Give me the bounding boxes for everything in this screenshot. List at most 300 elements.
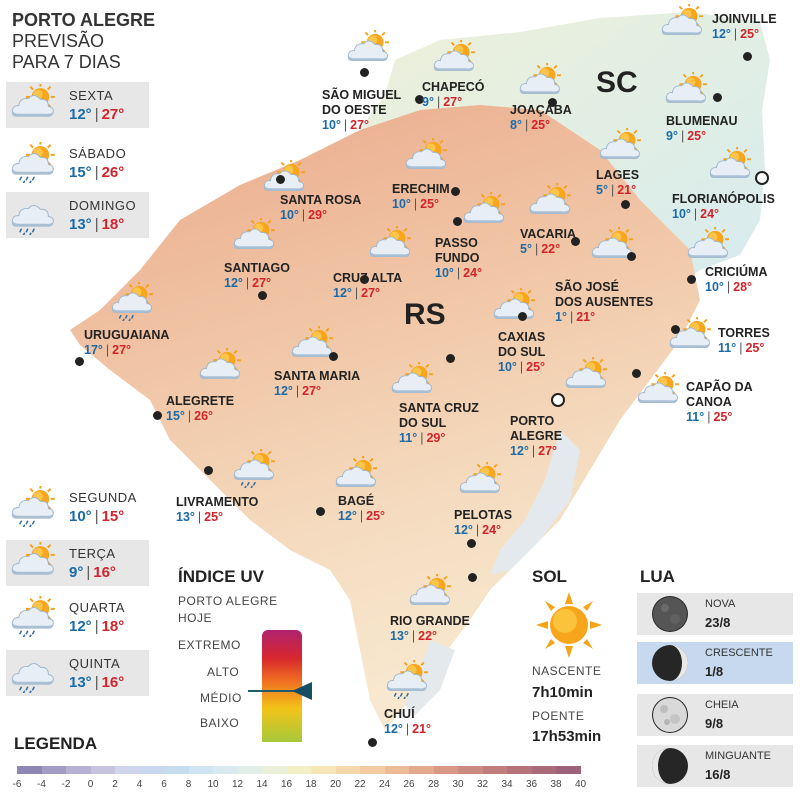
- city-name: CRUZ ALTA: [333, 271, 403, 285]
- moon-waning-icon: [649, 745, 691, 792]
- city-name-line2: DO SUL: [498, 345, 546, 359]
- moon-phase-name: CHEIA: [705, 699, 739, 711]
- partly-cloudy-icon: [564, 357, 610, 401]
- legend-tick-label: 10: [207, 779, 219, 790]
- forecast-day-1: [6, 140, 149, 186]
- temp-min: 1°: [555, 310, 567, 324]
- rain-cloud-icon: [10, 652, 58, 698]
- partly-cloudy-icon: [708, 147, 754, 191]
- city-name: CAXIAS: [498, 330, 546, 344]
- legend-swatch: [238, 766, 263, 774]
- sun-title: SOL: [532, 567, 567, 586]
- temp-max: 18°: [101, 618, 125, 635]
- moon-phase-1: [637, 642, 793, 684]
- city-label: [510, 414, 562, 459]
- temp-min: 17°: [84, 343, 103, 357]
- city-label: [322, 88, 401, 133]
- forecast-day-temps: [69, 106, 124, 123]
- temp-min: 12°: [510, 444, 529, 458]
- city-name: TORRES: [718, 326, 770, 340]
- temp-max: 27°: [350, 118, 370, 132]
- temp-max: 29°: [426, 431, 446, 445]
- city-label: [384, 707, 431, 737]
- city-name-line2: DO SUL: [399, 416, 447, 430]
- city-marker: [75, 357, 84, 366]
- city-name: SÃO JOSÉ: [555, 280, 619, 294]
- city-name: BAGÉ: [338, 494, 375, 508]
- header-subtitle: PREVISÃO: [12, 31, 105, 51]
- temp-min: 12°: [69, 618, 92, 635]
- temp-max: 25°: [531, 118, 551, 132]
- temp-min: 13°: [69, 674, 92, 691]
- temp-max: 27°: [361, 286, 381, 300]
- forecast-day-temps: [69, 564, 116, 581]
- forecast-day-6: [6, 650, 149, 696]
- temp-max: 16°: [101, 674, 125, 691]
- legend-tick-label: 38: [550, 779, 562, 790]
- city-name: CHAPECÓ: [422, 80, 485, 94]
- city-name: FLORIANÓPOLIS: [672, 192, 775, 206]
- city-temps: [510, 118, 550, 132]
- partly-cloudy-icon: [518, 63, 564, 107]
- city-temps: [333, 286, 380, 300]
- temp-min: 10°: [672, 207, 691, 221]
- city-temps: [718, 341, 764, 355]
- moon-phase-3: [637, 745, 793, 787]
- forecast-day-name: SEGUNDA: [69, 490, 137, 505]
- temp-separator: |: [295, 384, 300, 398]
- temp-min: 12°: [333, 286, 352, 300]
- temp-min: 11°: [718, 341, 737, 355]
- temp-min: 13°: [176, 510, 195, 524]
- legend-tick-label: 2: [112, 779, 118, 790]
- legend-swatch: [164, 766, 189, 774]
- temp-max: 24°: [482, 523, 502, 537]
- moon-phase-date: 23/8: [705, 615, 731, 630]
- legend-swatch: [556, 766, 581, 774]
- temp-separator: |: [94, 674, 99, 691]
- forecast-day-temps: [69, 618, 124, 635]
- city-label: [392, 182, 450, 212]
- city-name: ERECHIM: [392, 182, 450, 196]
- temp-min: 13°: [390, 629, 409, 643]
- city-name: PELOTAS: [454, 508, 513, 522]
- temp-min: 15°: [69, 164, 92, 181]
- temp-min: 9°: [666, 129, 678, 143]
- legend-swatch: [409, 766, 434, 774]
- temp-separator: |: [680, 129, 685, 143]
- forecast-day-name: DOMINGO: [69, 198, 137, 213]
- legend-swatch: [483, 766, 508, 774]
- temp-separator: |: [531, 444, 536, 458]
- forecast-day-temps: [69, 508, 124, 525]
- partly-cloudy-icon: [232, 218, 278, 262]
- rain-cloud-icon: [10, 194, 58, 240]
- city-marker: [467, 539, 476, 548]
- temp-min: 12°: [69, 106, 92, 123]
- city-temps: [224, 276, 271, 290]
- city-name: URUGUAIANA: [84, 328, 170, 342]
- partly-cloudy-icon: [290, 326, 336, 370]
- temp-max: 28°: [733, 280, 753, 294]
- city-marker: [632, 369, 641, 378]
- temp-separator: |: [197, 510, 202, 524]
- legend-swatch: [91, 766, 116, 774]
- header-subtitle-2: PARA 7 DIAS: [12, 52, 121, 72]
- city-label: [338, 494, 385, 524]
- city-name: SÃO MIGUEL: [322, 88, 402, 102]
- city-name: JOINVILLE: [712, 12, 777, 26]
- partly-cloudy-icon: [408, 574, 454, 618]
- city-marker: [755, 171, 769, 185]
- uv-level-extremo: EXTREMO: [178, 638, 241, 652]
- temp-min: 10°: [280, 208, 299, 222]
- partly-cloudy-icon: [668, 317, 714, 361]
- forecast-day-temps: [69, 216, 124, 233]
- city-label: [224, 261, 290, 291]
- legend-tick-label: -2: [61, 779, 71, 790]
- legend-tick-label: 16: [280, 779, 293, 790]
- temp-min: 10°: [435, 266, 454, 280]
- temp-separator: |: [726, 280, 731, 294]
- temp-max: 26°: [194, 409, 214, 423]
- legend-swatch: [213, 766, 238, 774]
- temp-separator: |: [94, 106, 99, 123]
- city-label: [520, 227, 576, 257]
- uv-title: ÍNDICE UV: [178, 567, 264, 586]
- temp-max: 24°: [700, 207, 720, 221]
- temp-max: 18°: [101, 216, 125, 233]
- city-temps: [672, 207, 719, 221]
- city-temps: [712, 27, 759, 41]
- city-marker: [687, 275, 696, 284]
- legend-swatch: [385, 766, 410, 774]
- city-marker: [743, 52, 752, 61]
- city-label: [84, 328, 169, 358]
- city-name: SANTA CRUZ: [399, 401, 479, 415]
- temp-separator: |: [707, 410, 711, 424]
- city-marker: [446, 354, 455, 363]
- temp-min: 10°: [705, 280, 724, 294]
- uv-pointer-icon: [292, 682, 314, 700]
- city-label: [435, 236, 482, 281]
- city-label: [166, 394, 234, 424]
- sun-icon: [534, 590, 604, 660]
- moon-phase-date: 9/8: [705, 716, 724, 731]
- temp-max: 25°: [420, 197, 440, 211]
- state-label-sc: SC: [596, 66, 638, 99]
- city-name-line2: FUNDO: [435, 251, 480, 265]
- rs-region: [70, 105, 700, 730]
- city-marker: [627, 252, 636, 261]
- temp-min: 10°: [322, 118, 341, 132]
- temp-separator: |: [359, 509, 364, 523]
- sunrise-label: NASCENTE: [532, 664, 602, 678]
- sunrise-time: 7h10min: [532, 684, 593, 701]
- temp-min: 12°: [274, 384, 293, 398]
- city-marker: [453, 217, 462, 226]
- city-temps: [686, 410, 732, 424]
- legend-tick-label: 40: [574, 779, 587, 790]
- city-label: [454, 508, 512, 538]
- legend-swatch: [140, 766, 165, 774]
- temp-separator: |: [343, 118, 348, 132]
- legend-tick-label: 20: [329, 779, 342, 790]
- city-temps: [520, 242, 560, 256]
- temp-separator: |: [456, 266, 461, 280]
- forecast-day-3: [6, 484, 149, 530]
- forecast-day-0: [6, 82, 149, 128]
- sun-cloud-rain-icon: [10, 142, 58, 188]
- city-temps: [280, 208, 327, 222]
- temp-min: 12°: [338, 509, 357, 523]
- temp-max: 25°: [526, 360, 546, 374]
- partly-cloudy-icon: [664, 72, 710, 116]
- city-temps: [705, 280, 752, 294]
- uv-pointer-line: [248, 690, 298, 692]
- city-name: JOAÇABA: [510, 103, 572, 117]
- city-label: [596, 168, 639, 198]
- city-temps: [166, 409, 213, 423]
- temp-max: 21°: [576, 310, 596, 324]
- city-temps: [84, 343, 131, 357]
- city-marker: [713, 93, 722, 102]
- temp-max: 27°: [302, 384, 322, 398]
- sunset-label: POENTE: [532, 709, 585, 723]
- city-marker: [329, 352, 338, 361]
- partly-cloudy-icon: [432, 40, 478, 84]
- city-temps: [422, 95, 462, 109]
- moon-new-icon: [649, 593, 691, 640]
- header-title: PORTO ALEGRE: [12, 10, 156, 30]
- legend-swatch: [189, 766, 214, 774]
- temp-separator: |: [739, 341, 743, 355]
- city-marker: [518, 312, 527, 321]
- temp-separator: |: [105, 343, 110, 357]
- sun-cloud-rain-icon: [10, 486, 58, 532]
- moon-full-icon: [649, 694, 691, 741]
- uv-level-baixo: BAIXO: [200, 716, 240, 730]
- moon-phase-name: NOVA: [705, 598, 736, 610]
- legend-tick-label: 30: [452, 779, 464, 790]
- temp-separator: |: [301, 208, 306, 222]
- legend-swatch: [66, 766, 91, 774]
- city-name: SANTA ROSA: [280, 193, 362, 207]
- temp-min: 12°: [224, 276, 243, 290]
- city-name: LIVRAMENTO: [176, 495, 259, 509]
- temp-max: 15°: [101, 508, 125, 525]
- temp-separator: |: [94, 508, 99, 525]
- header: [12, 10, 155, 73]
- temp-separator: |: [733, 27, 738, 41]
- temp-separator: |: [475, 523, 480, 537]
- city-marker: [153, 411, 162, 420]
- city-temps: [666, 129, 706, 143]
- legend-tick-label: -6: [12, 779, 22, 790]
- temp-max: 21°: [617, 183, 637, 197]
- state-label-rs: RS: [404, 298, 446, 331]
- partly-cloudy-icon: [10, 542, 58, 588]
- temp-separator: |: [420, 431, 424, 445]
- city-label: [510, 103, 572, 133]
- temp-max: 22°: [418, 629, 438, 643]
- city-name: PASSO: [435, 236, 478, 250]
- moon-phase-2: [637, 694, 793, 736]
- city-marker: [671, 325, 680, 334]
- city-name: VACARIA: [520, 227, 577, 241]
- temp-separator: |: [354, 286, 359, 300]
- city-temps: [596, 183, 636, 197]
- city-label: [666, 114, 738, 144]
- temp-max: 26°: [101, 164, 125, 181]
- temp-min: 5°: [520, 242, 532, 256]
- legend-tick-label: 18: [305, 779, 317, 790]
- temp-separator: |: [405, 722, 410, 736]
- city-temps: [392, 197, 439, 211]
- city-temps: [390, 629, 437, 643]
- temp-min: 13°: [69, 216, 92, 233]
- uv-level-medio: MÉDIO: [200, 691, 242, 705]
- city-temps: [498, 360, 545, 374]
- partly-cloudy-icon: [492, 288, 538, 332]
- temp-max: 16°: [93, 564, 116, 581]
- sunset-time: 17h53min: [532, 728, 602, 745]
- temp-separator: |: [86, 564, 91, 581]
- moon-phase-0: [637, 593, 793, 635]
- legend-tick-label: 6: [161, 779, 167, 790]
- forecast-day-temps: [69, 674, 124, 691]
- city-label: [422, 80, 485, 110]
- temp-min: 12°: [712, 27, 731, 41]
- temp-max: 22°: [541, 242, 561, 256]
- forecast-day-4: [6, 540, 149, 586]
- partly-cloudy-icon: [404, 138, 450, 182]
- city-label: [176, 495, 258, 525]
- city-marker: [368, 738, 377, 747]
- temp-max: 25°: [204, 510, 224, 524]
- temp-max: 27°: [443, 95, 463, 109]
- temp-max: 27°: [538, 444, 558, 458]
- temp-max: 27°: [112, 343, 132, 357]
- temp-min: 12°: [384, 722, 403, 736]
- city-marker: [316, 507, 325, 516]
- temp-max: 25°: [745, 341, 765, 355]
- legend-tick-label: 14: [256, 779, 268, 790]
- temp-max: 25°: [366, 509, 386, 523]
- partly-cloudy-icon: [346, 30, 392, 74]
- legend-swatch: [507, 766, 532, 774]
- temp-min: 15°: [166, 409, 185, 423]
- temp-max: 29°: [308, 208, 328, 222]
- forecast-day-name: TERÇA: [69, 546, 116, 561]
- legend-swatch: [434, 766, 459, 774]
- city-temps: [338, 509, 385, 523]
- partly-cloudy-icon: [458, 462, 504, 506]
- legend-swatch: [311, 766, 336, 774]
- temp-max: 24°: [463, 266, 483, 280]
- legend-swatch: [17, 766, 42, 774]
- forecast-day-5: [6, 594, 149, 640]
- partly-cloudy-icon: [528, 183, 574, 227]
- temp-min: 5°: [596, 183, 608, 197]
- city-temps: [555, 310, 595, 324]
- temp-separator: |: [436, 95, 441, 109]
- city-temps: [274, 384, 321, 398]
- legend-swatch: [336, 766, 361, 774]
- legend-title: LEGENDA: [14, 734, 98, 753]
- sun-cloud-rain-icon: [385, 660, 431, 704]
- city-name-line2: ALEGRE: [510, 429, 563, 443]
- legend-swatch: [458, 766, 483, 774]
- city-name-line2: DOS AUSENTES: [555, 295, 654, 309]
- temp-min: 9°: [422, 95, 434, 109]
- forecast-day-2: [6, 192, 149, 238]
- partly-cloudy-icon: [368, 226, 414, 270]
- city-name: SANTIAGO: [224, 261, 290, 275]
- sun-cloud-rain-icon: [232, 449, 278, 493]
- sun-cloud-rain-icon: [10, 596, 58, 642]
- forecast-day-name: SEXTA: [69, 88, 114, 103]
- city-label: [672, 192, 775, 222]
- temp-separator: |: [187, 409, 192, 423]
- temp-min: 11°: [399, 431, 418, 445]
- temp-separator: |: [94, 618, 99, 635]
- uv-level-alto: ALTO: [207, 665, 240, 679]
- temp-min: 12°: [454, 523, 473, 537]
- temp-min: 8°: [510, 118, 522, 132]
- legend-tick-label: 24: [378, 779, 391, 790]
- temp-min: 10°: [392, 197, 411, 211]
- partly-cloudy-icon: [636, 372, 682, 416]
- temp-separator: |: [693, 207, 698, 221]
- city-name: PORTO: [510, 414, 555, 428]
- city-name-line2: CANOA: [686, 395, 732, 409]
- city-marker: [360, 68, 369, 77]
- partly-cloudy-icon: [198, 348, 244, 392]
- city-label: [705, 265, 768, 295]
- city-label: [333, 271, 402, 301]
- temp-min: 11°: [686, 410, 705, 424]
- legend-swatch: [115, 766, 140, 774]
- city-marker: [258, 291, 267, 300]
- city-name: RIO GRANDE: [390, 614, 470, 628]
- moon-phase-name: CRESCENTE: [705, 647, 773, 659]
- temp-max: 27°: [101, 106, 125, 123]
- legend-tick-label: 32: [476, 779, 489, 790]
- city-temps: [176, 510, 223, 524]
- city-marker: [551, 393, 565, 407]
- temp-max: 21°: [412, 722, 432, 736]
- legend-swatch: [262, 766, 287, 774]
- legend-swatch: [287, 766, 312, 774]
- city-name: ALEGRETE: [166, 394, 235, 408]
- temp-max: 25°: [740, 27, 760, 41]
- temp-max: 27°: [252, 276, 272, 290]
- city-label: [555, 280, 653, 325]
- partly-cloudy-icon: [660, 4, 706, 48]
- forecast-day-temps: [69, 164, 124, 181]
- city-marker: [451, 187, 460, 196]
- temp-separator: |: [524, 118, 529, 132]
- moon-crescent-icon: [649, 642, 691, 689]
- city-label: [399, 401, 479, 446]
- forecast-day-name: SÁBADO: [69, 146, 127, 161]
- city-label: [280, 193, 361, 223]
- partly-cloudy-icon: [462, 192, 508, 236]
- city-label: [390, 614, 470, 644]
- moon-phase-name: MINGUANTE: [705, 750, 771, 762]
- temp-separator: |: [519, 360, 524, 374]
